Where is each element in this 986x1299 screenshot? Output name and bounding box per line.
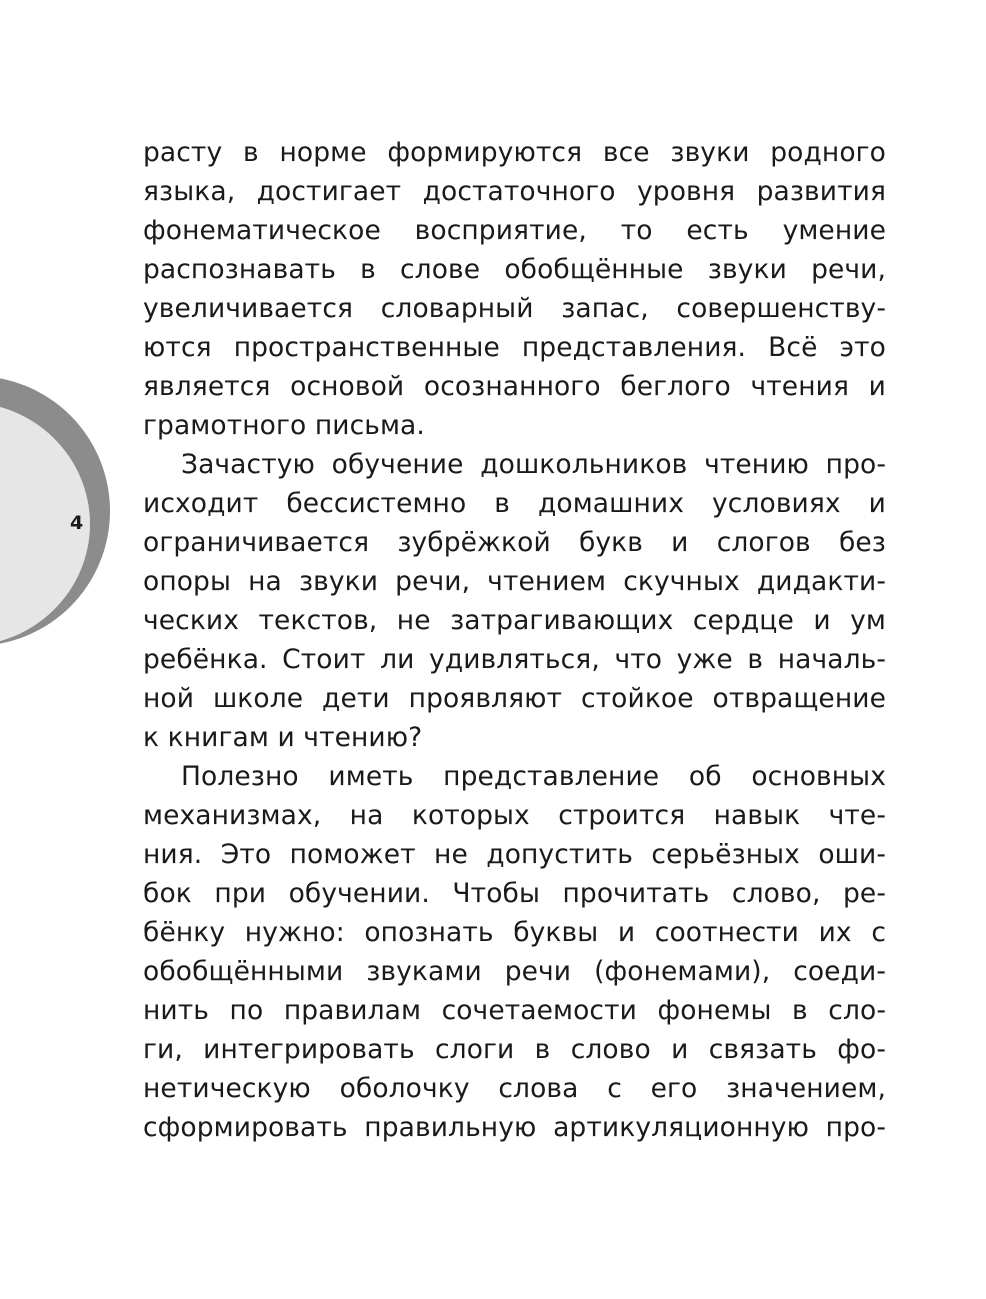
text-line: расту в норме формируются все звуки родного	[143, 137, 886, 168]
text-line: опоры на звуки речи, чтением скучных дидакти-	[143, 566, 886, 597]
text-line: языка, достигает достаточного уровня развития	[143, 176, 886, 207]
text-line: ния. Это поможет не допустить серьёзных оши-	[143, 839, 886, 870]
text-line: является основой осознанного беглого чтения и	[143, 371, 886, 402]
paragraph-last-line: грамотного письма.	[143, 410, 425, 441]
page-number-marker	[0, 376, 110, 646]
page-number: 4	[70, 512, 84, 534]
text-line: фонематическое восприятие, то есть умение	[143, 215, 886, 246]
text-line: механизмах, на которых строится навык чте-	[143, 800, 886, 831]
text-line: ги, интегрировать слоги в слово и связать фо-	[143, 1034, 886, 1065]
text-line: ческих текстов, не затрагивающих сердце и ум	[143, 605, 886, 636]
text-line: бёнку нужно: опознать буквы и соотнести их с	[143, 917, 886, 948]
paragraph-last-line: к книгам и чтению?	[143, 722, 423, 753]
body-text	[143, 133, 886, 1147]
text-line: сформировать правильную артикуляционную про-	[143, 1112, 886, 1143]
text-line: нетическую оболочку слова с его значением,	[143, 1073, 886, 1104]
text-line: ной школе дети проявляют стойкое отвращение	[143, 683, 886, 714]
text-line: увеличивается словарный запас, совершенству-	[143, 293, 886, 324]
paragraph-first-line: Полезно иметь представление об основных	[181, 761, 886, 792]
text-line: ются пространственные представления. Всё это	[143, 332, 886, 363]
text-line: ребёнка. Стоит ли удивляться, что уже в началь-	[143, 644, 886, 675]
paragraph-first-line: Зачастую обучение дошкольников чтению про-	[181, 449, 886, 480]
text-line: обобщёнными звуками речи (фонемами), соеди-	[143, 956, 886, 987]
text-line: бок при обучении. Чтобы прочитать слово, ре-	[143, 878, 886, 909]
text-line: распознавать в слове обобщённые звуки речи,	[143, 254, 886, 285]
text-line: нить по правилам сочетаемости фонемы в сло-	[143, 995, 886, 1026]
text-line: исходит бессистемно в домашних условиях и	[143, 488, 886, 519]
text-line: ограничивается зубрёжкой букв и слогов без	[143, 527, 886, 558]
